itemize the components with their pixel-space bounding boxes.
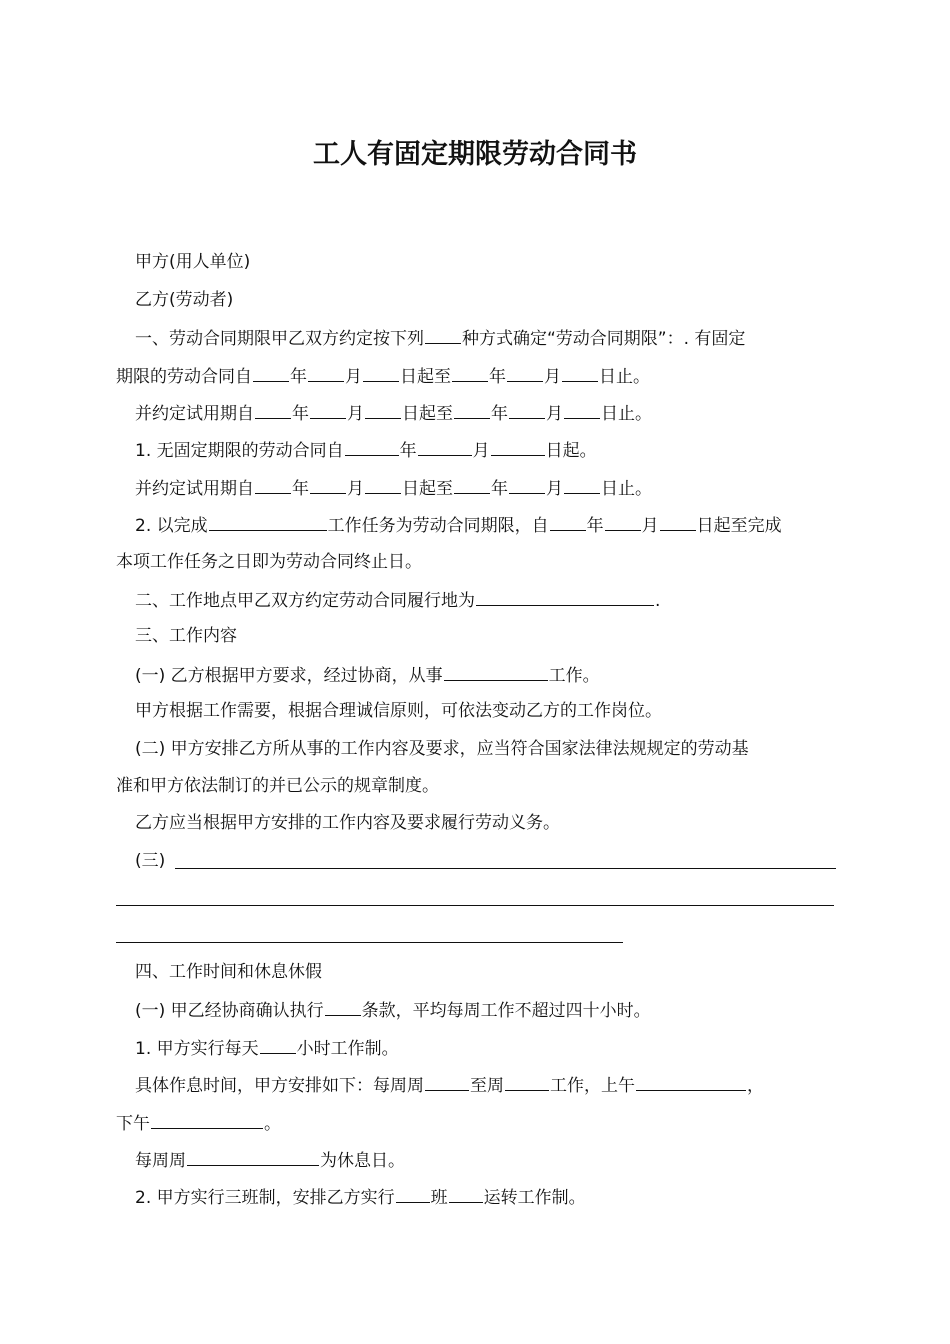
section4-heading-text: 四、工作时间和休息休假 [135, 962, 322, 982]
task-based-contract-line2 [116, 551, 836, 573]
year-label: 年 [292, 479, 309, 499]
party-a-line [135, 251, 836, 273]
blank-field[interactable] [255, 476, 291, 494]
section1-text: 并约定试用期自 [135, 404, 254, 424]
blank-field[interactable] [365, 476, 401, 494]
workplace-field[interactable] [476, 588, 654, 606]
section1-text: 1. 无固定期限的劳动合同自 [135, 441, 344, 461]
section3-text: (二) 甲方安排乙方所从事的工作内容及要求，应当符合国家法律法规规定的劳动基 [135, 739, 749, 759]
section4-text: 小时工作制。 [296, 1039, 399, 1059]
month-label: 月 [345, 367, 362, 387]
blank-field[interactable] [636, 1073, 746, 1091]
day-end-label: 日止。 [601, 479, 652, 499]
section4-p6 [135, 1185, 836, 1209]
trial-period-line1 [135, 401, 836, 425]
day-end-label: 日止。 [599, 367, 650, 387]
section3-p1 [135, 663, 836, 687]
blank-field[interactable] [452, 364, 488, 382]
section1-text: 并约定试用期自 [135, 479, 254, 499]
task-based-contract-line1 [135, 513, 836, 537]
section3-text: 工作。 [548, 666, 600, 686]
section3-text: (三) [135, 851, 166, 871]
section3-p3-line1 [135, 738, 836, 760]
blank-field[interactable] [255, 401, 291, 419]
month-label: 月 [347, 479, 364, 499]
section4-heading [135, 961, 836, 983]
blank-field[interactable] [325, 998, 361, 1016]
party-a-label: 甲方(用人单位) [135, 252, 251, 272]
blank-field[interactable] [365, 401, 401, 419]
blank-field[interactable] [454, 401, 490, 419]
blank-field[interactable] [605, 513, 641, 531]
year-label: 年 [292, 404, 309, 424]
blank-field[interactable] [260, 1036, 296, 1054]
day-from-to-label: 日起至 [400, 367, 451, 387]
open-ended-contract-line [135, 438, 836, 462]
blank-field[interactable] [491, 438, 545, 456]
blank-field[interactable] [425, 326, 461, 344]
year-label: 年 [586, 516, 604, 536]
section1-text: 2. 以完成 [135, 516, 208, 536]
section1-text: 种方式确定“劳动合同期限”：. 有固定 [462, 329, 746, 349]
blank-field[interactable] [562, 364, 598, 382]
section4-text: ， [747, 1076, 764, 1096]
blank-field[interactable] [454, 476, 490, 494]
day-end-label: 日止。 [601, 404, 652, 424]
month-label: 月 [472, 441, 490, 461]
blank-field[interactable] [449, 1185, 483, 1203]
section3-text: (一) 乙方根据甲方要求，经过协商，从事 [135, 666, 443, 686]
month-label: 月 [347, 404, 364, 424]
month-label: 月 [641, 516, 659, 536]
blank-line[interactable] [116, 942, 623, 943]
month-label: 月 [546, 404, 563, 424]
section4-text: 具体作息时间，甲方安排如下：每周周 [135, 1076, 424, 1096]
blank-line[interactable] [175, 868, 836, 869]
section4-text: 每周周 [135, 1151, 186, 1171]
section4-p1 [135, 998, 836, 1022]
month-label: 月 [544, 367, 561, 387]
document-title: 工人有固定期限劳动合同书 [313, 139, 637, 170]
year-label: 年 [290, 367, 307, 387]
section4-text: 1. 甲方实行每天 [135, 1039, 259, 1059]
section3-p4 [135, 812, 836, 834]
party-b-label: 乙方(劳动者) [135, 290, 234, 310]
blank-field[interactable] [505, 1073, 549, 1091]
section4-text: 下午 [116, 1114, 150, 1134]
year-label: 年 [399, 441, 417, 461]
section4-text: 工作，上午 [550, 1076, 635, 1096]
section4-text: 至周 [470, 1076, 504, 1096]
section2-line [135, 588, 836, 612]
trial-period-line2 [135, 476, 836, 500]
section3-text: 准和甲方依法制订的并已公示的规章制度。 [116, 776, 439, 796]
blank-field[interactable] [564, 476, 600, 494]
section1-text: 工作任务为劳动合同期限，自 [327, 516, 549, 536]
section4-text: 班 [430, 1188, 448, 1208]
section1-line1 [135, 326, 836, 350]
blank-line[interactable] [116, 905, 834, 906]
section3-heading-text: 三、工作内容 [135, 626, 237, 646]
section3-heading [135, 625, 836, 647]
blank-field[interactable] [507, 364, 543, 382]
party-b-line [135, 289, 836, 311]
section4-text: 2. 甲方实行三班制，安排乙方实行 [135, 1188, 395, 1208]
blank-field[interactable] [310, 401, 346, 419]
section4-text: 。 [264, 1114, 281, 1134]
section1-text: 本项工作任务之日即为劳动合同终止日。 [116, 552, 422, 572]
year-label: 年 [491, 479, 508, 499]
blank-field[interactable] [564, 401, 600, 419]
section4-text: 运转工作制。 [483, 1188, 586, 1208]
section3-p2 [135, 700, 836, 722]
blank-field[interactable] [660, 513, 696, 531]
section1-text: 一、劳动合同期限甲乙双方约定按下列 [135, 329, 424, 349]
day-from-to-label: 日起至 [402, 479, 453, 499]
blank-field[interactable] [396, 1185, 430, 1203]
blank-field[interactable] [151, 1111, 263, 1129]
section1-line2 [116, 364, 836, 388]
day-from-to-label: 日起至 [402, 404, 453, 424]
section4-p4 [116, 1111, 836, 1135]
month-label: 月 [546, 479, 563, 499]
blank-field[interactable] [345, 438, 399, 456]
section4-p3 [135, 1073, 836, 1097]
section4-p5 [135, 1148, 836, 1172]
blank-field[interactable] [310, 476, 346, 494]
blank-field[interactable] [509, 401, 545, 419]
section4-text: (一) 甲乙经协商确认执行 [135, 1001, 324, 1021]
section1-text: 期限的劳动合同自 [116, 367, 252, 387]
period: . [655, 591, 661, 611]
blank-field[interactable] [308, 364, 344, 382]
section3-p3-line2 [116, 775, 836, 797]
section2-text: 二、工作地点甲乙双方约定劳动合同履行地为 [135, 591, 475, 611]
year-label: 年 [491, 404, 508, 424]
section3-text: 乙方应当根据甲方安排的工作内容及要求履行劳动义务。 [135, 813, 560, 833]
section3-text: 甲方根据工作需要，根据合理诚信原则，可依法变动乙方的工作岗位。 [135, 701, 662, 721]
blank-field[interactable] [187, 1148, 319, 1166]
job-field[interactable] [444, 663, 548, 681]
blank-field[interactable] [425, 1073, 469, 1091]
blank-field[interactable] [363, 364, 399, 382]
year-label: 年 [489, 367, 506, 387]
day-start-label: 日起。 [545, 441, 597, 461]
section1-text: 日起至完成 [696, 516, 782, 536]
blank-field[interactable] [509, 476, 545, 494]
blank-field[interactable] [209, 513, 327, 531]
section4-text: 为休息日。 [320, 1151, 405, 1171]
section4-p2 [135, 1036, 836, 1060]
section4-text: 条款，平均每周工作不超过四十小时。 [361, 1001, 651, 1021]
blank-field[interactable] [253, 364, 289, 382]
blank-field[interactable] [550, 513, 586, 531]
blank-field[interactable] [418, 438, 472, 456]
